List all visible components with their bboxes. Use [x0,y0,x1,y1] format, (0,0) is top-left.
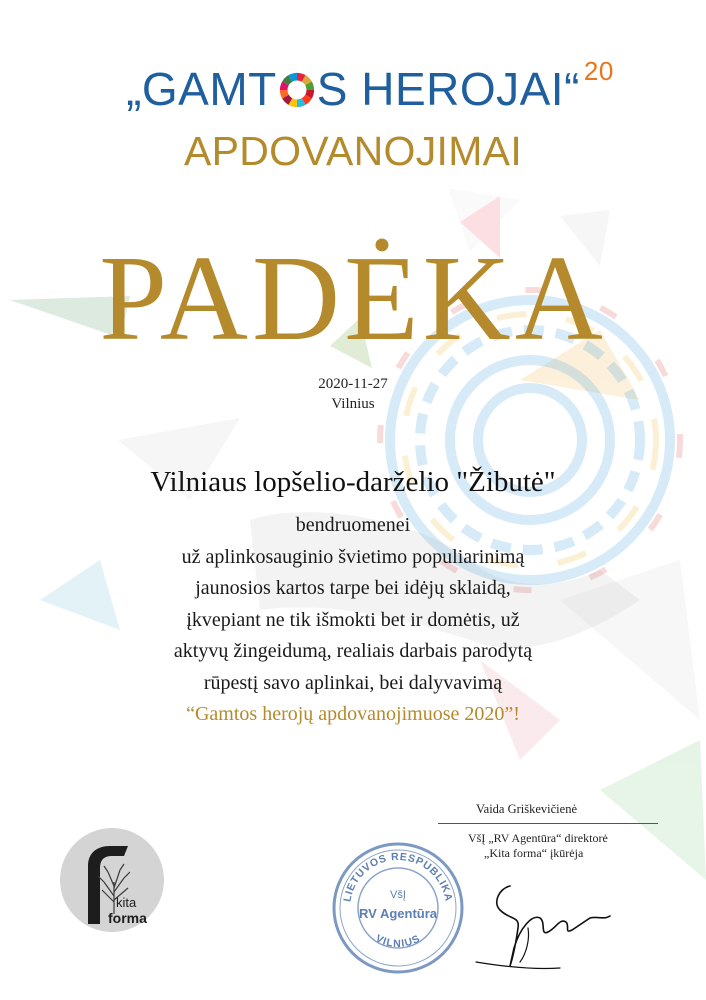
award-subtitle: APDOVANOJIMAI [183,128,523,174]
body-line: jaunosios kartos tarpe bei idėjų sklaidą, [195,577,511,599]
award-name [0,56,706,116]
signer-role: VšĮ „RV Agentūra“ direktorė [468,831,608,845]
event-name-highlight: “Gamtos herojų apdovanojimuose 2020”! [186,703,520,725]
body-line: bendruomenei [295,514,411,536]
award-name-start: „GAMT [126,63,277,115]
stamp-top-text: LIETUVOS RESPUBLIKA [341,850,455,903]
svg-text:VILNIUS [374,932,423,949]
stamp-center-small: VšĮ [390,889,406,901]
signer-name: Vaida Griškevičienė [476,802,578,816]
award-year-superscript: 20 [583,56,614,86]
logo-word-forma: forma [108,910,147,926]
body-line: įkvepiant ne tik išmokti bet ir domėtis, už [186,608,520,631]
sdg-wheel-icon [278,71,316,109]
issue-date: 2020-11-27 [318,376,388,392]
logo-word-kita: kita [116,895,137,910]
issue-city: Vilnius [331,396,375,412]
stamp-center-name: RV Agentūra [358,906,438,921]
stamp-bottom-text: VILNIUS [373,932,423,950]
signature-rule [438,823,658,824]
body-line: aktyvų žingeidumą, realiais darbais parodytą [173,640,533,662]
kita-forma-logo [58,826,166,934]
body-line: už aplinkosauginio švietimo populiarinimą [181,545,525,568]
certificate-body [0,510,706,731]
certificate-title: PADĖKA [99,231,607,366]
official-stamp [328,838,468,978]
handwritten-signature [470,858,620,978]
award-name-end: S HEROJAI“ [316,63,580,115]
recipient-name: Vilniaus lopšelio-darželio "Žibutė" [150,466,556,498]
body-line: rūpestį savo aplinkai, bei dalyvavimą [203,671,503,694]
signer-role-secondary: „Kita forma“ įkūrėja [484,846,584,860]
